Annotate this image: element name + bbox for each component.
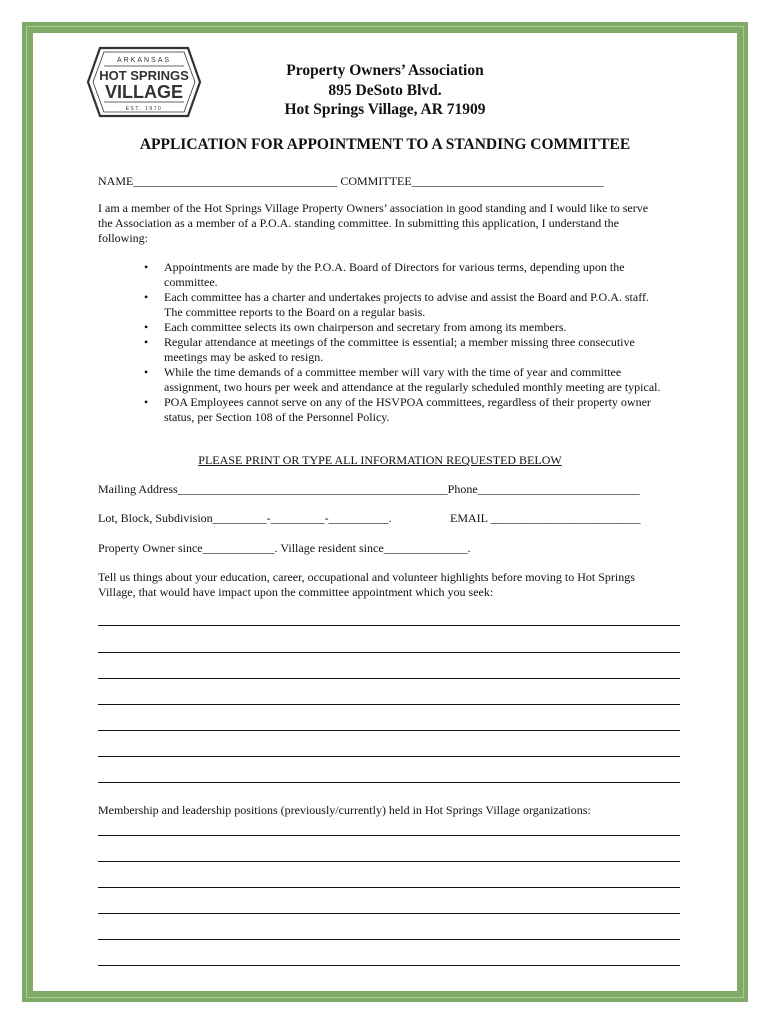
logo-line2-text: VILLAGE bbox=[104, 82, 184, 102]
logo-line1-text: HOT SPRINGS bbox=[99, 68, 189, 83]
answer-line bbox=[98, 756, 680, 757]
conditions-list bbox=[140, 260, 670, 425]
intro-paragraph: I am a member of the Hot Springs Village Property Owners’ association in good standing and I would like to serve the Association as a member of a P.O.A. standing committee. In submitting this application, I understand the following: bbox=[98, 201, 649, 245]
answer-line bbox=[98, 704, 680, 705]
mailing-phone-row: Mailing Address_____________________________________________Phone___________________________ bbox=[98, 482, 640, 496]
answer-line bbox=[98, 730, 680, 731]
membership-prompt: Membership and leadership positions (previously/currently) held in Hot Springs Village organizations: bbox=[98, 803, 591, 817]
answer-line bbox=[98, 782, 680, 783]
org-name: Property Owners’ Association bbox=[286, 62, 484, 79]
property-owner-resident-row: Property Owner since____________. Village resident since______________. bbox=[98, 541, 471, 555]
list-item: • Each committee selects its own chairperson and secretary from among its members. bbox=[140, 320, 670, 335]
form-title: APPLICATION FOR APPOINTMENT TO A STANDING COMMITTEE bbox=[139, 136, 631, 153]
logo-est-text: EST. 1970 bbox=[125, 106, 163, 112]
email-field: EMAIL _________________________ bbox=[450, 511, 641, 525]
org-street: 895 DeSoto Blvd. bbox=[328, 82, 442, 99]
lot-block-subdivision-field: Lot, Block, Subdivision_________-_________-__________. bbox=[98, 511, 392, 525]
answer-line bbox=[98, 835, 680, 836]
logo-state-text: ARKANSAS bbox=[116, 57, 172, 64]
answer-line bbox=[98, 625, 680, 626]
background-prompt: Tell us things about your education, career, occupational and volunteer highlights before moving to Hot Springs Village, that would have impact upon the committee appointment which you seek: bbox=[98, 570, 635, 599]
answer-line bbox=[98, 861, 680, 862]
answer-line bbox=[98, 939, 680, 940]
list-item: • Regular attendance at meetings of the committee is essential; a member missing three consecutive meetings may be asked to resign. bbox=[140, 335, 670, 365]
answer-line bbox=[98, 913, 680, 914]
list-item: • POA Employees cannot serve on any of the HSVPOA committees, regardless of their property owner status, per Section 108 of the Personnel Policy. bbox=[140, 395, 670, 425]
answer-line bbox=[98, 887, 680, 888]
list-item: • While the time demands of a committee member will vary with the time of year and committee assignment, two hours per week and attendance at the regularly scheduled monthly meeting are typical. bbox=[140, 365, 670, 395]
list-item: • Each committee has a charter and undertakes projects to advise and assist the Board and P.O.A. staff. The committee reports to the Board on a regular basis. bbox=[140, 290, 670, 320]
list-item: • Appointments are made by the P.O.A. Board of Directors for various terms, depending upon the committee. bbox=[140, 260, 670, 290]
answer-line bbox=[98, 965, 680, 966]
answer-line bbox=[98, 652, 680, 653]
answer-line bbox=[98, 678, 680, 679]
name-committee-row: NAME__________________________________ COMMITTEE________________________________ bbox=[98, 174, 604, 188]
instruction-heading: PLEASE PRINT OR TYPE ALL INFORMATION REQUESTED BELOW bbox=[198, 453, 562, 467]
org-city: Hot Springs Village, AR 71909 bbox=[284, 101, 486, 118]
